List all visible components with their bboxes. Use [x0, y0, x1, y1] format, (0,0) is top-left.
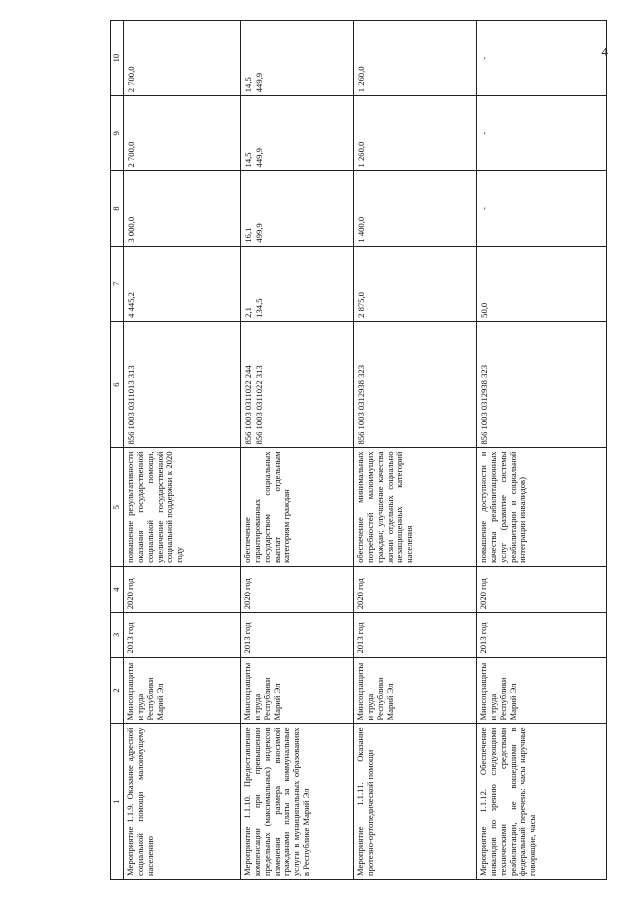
header-cell: 8: [111, 171, 124, 246]
header-cell: 3: [111, 613, 124, 657]
code-line: 856 1003 0311022 313: [253, 365, 264, 445]
value-line: 14,5: [242, 152, 253, 168]
value-cell: [123, 171, 240, 246]
value-cell: [123, 21, 240, 96]
value-line: 449,9: [253, 72, 264, 93]
result-cell: обеспечение гарантированных государством социальных выплат отдельным категориям граждан: [240, 448, 353, 566]
value-cell: [123, 96, 240, 171]
value-line: 134,5: [253, 298, 264, 318]
header-cell: 2: [111, 657, 124, 724]
value-cell: [240, 21, 353, 96]
header-cell: 10: [111, 21, 124, 96]
value-line: 1 260,0: [355, 141, 366, 168]
value-line: 1 260,0: [355, 66, 366, 93]
value-line: 3 000,0: [125, 216, 136, 243]
measure-cell: Мероприятие 1.1.12. Обеспечение инвалидов по зрению следующими техническими средствами реабилитации, не вошедшими в федеральный перечень: часы наручные говорящие, часы: [476, 724, 606, 880]
code-line: 856 1003 0312938 323: [355, 364, 366, 445]
measure-cell: Мероприятие 1.1.10. Предоставление компенсации при превышении предельных (максимальных) индексов изменения размера вносимой гражданами платы за коммунальные услуги в муниципальных образованиях в Республике Марий Эл: [240, 724, 353, 880]
header-row: [111, 21, 124, 880]
header-cell: 6: [111, 321, 124, 448]
table-row: [353, 21, 476, 880]
code-line: 856 1003 0312938 323: [478, 364, 489, 445]
value-cell: [476, 96, 606, 171]
end-cell: 2020 год: [476, 566, 606, 612]
code-cell: [240, 321, 353, 448]
value-line: 50,0: [478, 302, 489, 318]
code-line: 856 1003 0311013 313: [125, 365, 136, 445]
value-cell: [240, 96, 353, 171]
value-line: 16,1: [242, 227, 253, 243]
header-cell: 7: [111, 246, 124, 321]
end-cell: 2020 год: [240, 566, 353, 612]
measure-cell: Мероприятие 1.1.9. Оказание адресной социальной помощи малоимущему населению: [123, 724, 240, 880]
header-cell: 1: [111, 724, 124, 880]
code-cell: [476, 321, 606, 448]
measure-cell: Мероприятие 1.1.11. Оказание протезно-ортопедической помощи: [353, 724, 476, 880]
header-cell: 4: [111, 566, 124, 612]
value-cell: [240, 171, 353, 246]
header-cell: 9: [111, 96, 124, 171]
start-cell: 2013 год: [353, 613, 476, 657]
end-cell: 2020 год: [353, 566, 476, 612]
end-cell: 2020 год: [123, 566, 240, 612]
executor-cell: Минсоцзащиты и труда Республики Марий Эл: [476, 657, 606, 724]
measures-table: [110, 20, 607, 880]
value-line: 2,1: [242, 307, 253, 318]
value-cell: [353, 21, 476, 96]
value-cell: [353, 171, 476, 246]
result-cell: обеспечение минимальных потребностей малоимущих граждан; улучшение качества жизни отдельных социально незащищенных категорий населения: [353, 448, 476, 566]
value-line: 14,5: [242, 77, 253, 93]
value-cell: [476, 246, 606, 321]
value-cell: [353, 246, 476, 321]
code-cell: [123, 321, 240, 448]
value-line: 4 445,2: [125, 292, 136, 318]
table-row: [240, 21, 353, 880]
value-line: 1 400,0: [355, 216, 366, 243]
value-cell: [353, 96, 476, 171]
value-line: -: [478, 131, 489, 135]
rotated-page: [110, 20, 615, 880]
result-cell: повышение доступности и качества реабилитационных услуг (развитие системы реабилитации и социальной интеграции инвалидов): [476, 448, 606, 566]
table-row: [123, 21, 240, 880]
executor-cell: Минсоцзащиты и труда Республики Марий Эл: [353, 657, 476, 724]
result-cell: повышение результативности оказания государственной социальной помощи, увеличение государственной социальной поддержки к 2020 году: [123, 448, 240, 566]
value-cell: [240, 246, 353, 321]
value-line: -: [478, 207, 489, 210]
value-cell: [476, 171, 606, 246]
code-line: 856 1003 0311022 244: [242, 365, 253, 445]
start-cell: 2013 год: [476, 613, 606, 657]
value-line: -: [478, 56, 489, 60]
table-row: [476, 21, 606, 880]
value-line: 2 875,0: [355, 292, 366, 318]
value-line: 2 700,0: [125, 66, 136, 93]
start-cell: 2013 год: [240, 613, 353, 657]
executor-cell: Минсоцзащиты и труда Республики Марий Эл: [123, 657, 240, 724]
value-line: 499,9: [253, 223, 264, 243]
value-cell: [476, 21, 606, 96]
value-line: 449,9: [253, 148, 264, 168]
executor-cell: Минсоцзащиты и труда Республики Марий Эл: [240, 657, 353, 724]
code-cell: [353, 321, 476, 448]
value-line: 2 700,0: [125, 141, 136, 168]
header-cell: 5: [111, 448, 124, 566]
value-cell: [123, 246, 240, 321]
start-cell: 2013 год: [123, 613, 240, 657]
page-number: 4: [601, 44, 608, 59]
